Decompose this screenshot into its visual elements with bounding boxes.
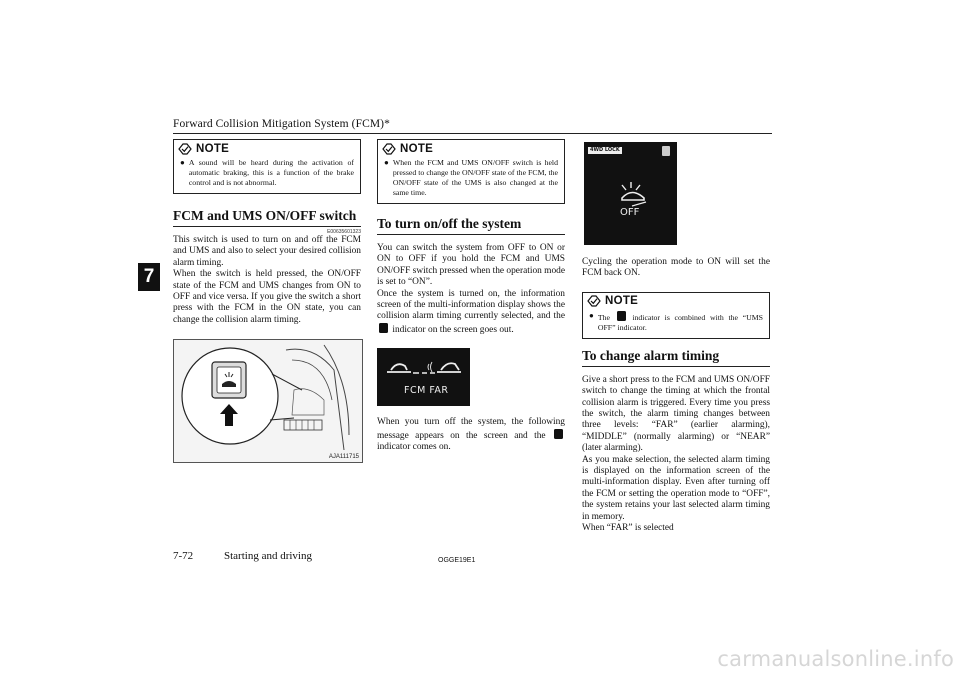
note-item	[384, 158, 558, 198]
paragraph: As you make selection, the selected alarm timing is displayed on the information screen of the multi-information display. Even after turning off the FCM or setting the operation mode to “OFF”, the system retains your last selected alarm timing in memory.	[582, 454, 770, 522]
paragraph: Give a short press to the FCM and UMS ON/OFF switch to change the timing at which the frontal collision alarm is triggered. Every time you press the switch, the alarm timing changes between three levels: “FAR” (earlier alarming), “MIDDLE” (normally alarming) or “NEAR” (later alarming).	[582, 374, 770, 454]
header-rule	[173, 133, 772, 134]
page-header-title: Forward Collision Mitigation System (FCM)*	[173, 118, 390, 130]
section-title-alarm-timing: To change alarm timing	[582, 348, 770, 367]
figure-label: AJA111715	[328, 454, 359, 461]
paragraph-text: When you turn off the system, the following message appears on the screen and the	[377, 417, 565, 441]
note-item-text	[598, 311, 763, 333]
bullet-icon: ●	[180, 158, 185, 167]
note-label: NOTE	[400, 142, 434, 155]
fcm-off-indicator-icon	[554, 429, 563, 439]
paragraph: When “FAR” is selected	[582, 523, 674, 534]
paragraph	[377, 289, 565, 337]
paragraph	[377, 417, 565, 453]
column-3	[582, 142, 770, 535]
fcm-off-indicator-icon	[379, 323, 388, 333]
note-icon	[178, 143, 192, 155]
paragraph-text: Once the system is turned on, the information screen of the multi-information display shows the collision alarm timing currently selected, and the	[377, 288, 565, 322]
paragraph: Cycling the operation mode to ON will set the FCM back ON.	[582, 257, 770, 279]
display-fcm-off	[584, 142, 677, 245]
paragraph: You can switch the system from OFF to ON or ON to OFF if you hold the FCM and UMS ON/OFF switch pressed when the operation mode is set to “ON”.	[377, 243, 565, 288]
bullet-icon: ●	[589, 310, 594, 320]
watermark: carmanualsonline.info	[717, 647, 954, 671]
bullet-icon: ●	[384, 158, 389, 167]
note-item-text: A sound will be heard during the activation of automatic braking, this is a function of the brake control and is not abnormal.	[188, 158, 354, 187]
note-box	[582, 292, 770, 339]
note-icon	[587, 295, 601, 307]
note-label: NOTE	[196, 142, 230, 155]
column-2	[377, 139, 565, 453]
note-item-text-a: The	[597, 312, 610, 322]
column-1	[173, 139, 361, 463]
note-icon	[382, 143, 396, 155]
note-item	[589, 311, 763, 333]
note-label: NOTE	[605, 295, 639, 308]
badge-4wd-lock: 4WD LOCK	[590, 147, 620, 153]
display-fcm-far	[377, 348, 470, 406]
section-title-turn-on-off: To turn on/off the system	[377, 216, 565, 235]
display-text-fcm-far: FCM FAR	[404, 385, 449, 397]
note-item	[180, 158, 354, 188]
paragraph-text: indicator on the screen goes out.	[392, 324, 514, 335]
note-header	[382, 140, 558, 157]
chapter-tab: 7	[138, 263, 160, 291]
paragraph: When the switch is held pressed, the ON/OFF state of the FCM and UMS changes from ON to OFF and vice versa. If you give the switch a short press with the FCM in the ON state, you can change the collision alarm timing.	[173, 269, 361, 325]
footer-section: Starting and driving	[224, 550, 312, 562]
fcm-distance-graphic	[377, 348, 470, 406]
paragraph-text: indicator comes on.	[377, 442, 451, 453]
fcm-off-indicator-icon	[617, 311, 626, 321]
footer-code: OGGE19E1	[438, 557, 476, 564]
note-box	[173, 139, 361, 194]
display-text-off: OFF	[620, 207, 640, 218]
note-box	[377, 139, 565, 204]
note-header	[178, 140, 354, 157]
section-title-fcm-ums-switch: FCM and UMS ON/OFF switch	[173, 208, 361, 227]
note-item-text-b: indicator is combined with the “UMS OFF” indicator.	[597, 312, 764, 332]
note-item-text: When the FCM and UMS ON/OFF switch is held pressed to change the ON/OFF state of the FCM, the ON/OFF state of the UMS is also changed at the same time.	[392, 158, 558, 197]
fcm-off-graphic	[584, 142, 677, 245]
figure-switch-location	[173, 339, 363, 463]
note-header	[587, 293, 763, 310]
dashboard-illustration	[174, 340, 362, 462]
paragraph: This switch is used to turn on and off the FCM and UMS and also to select your desired collision alarm timing.	[173, 235, 361, 268]
page-number: 7-72	[173, 550, 194, 562]
section-code: E00635601323	[327, 229, 361, 235]
